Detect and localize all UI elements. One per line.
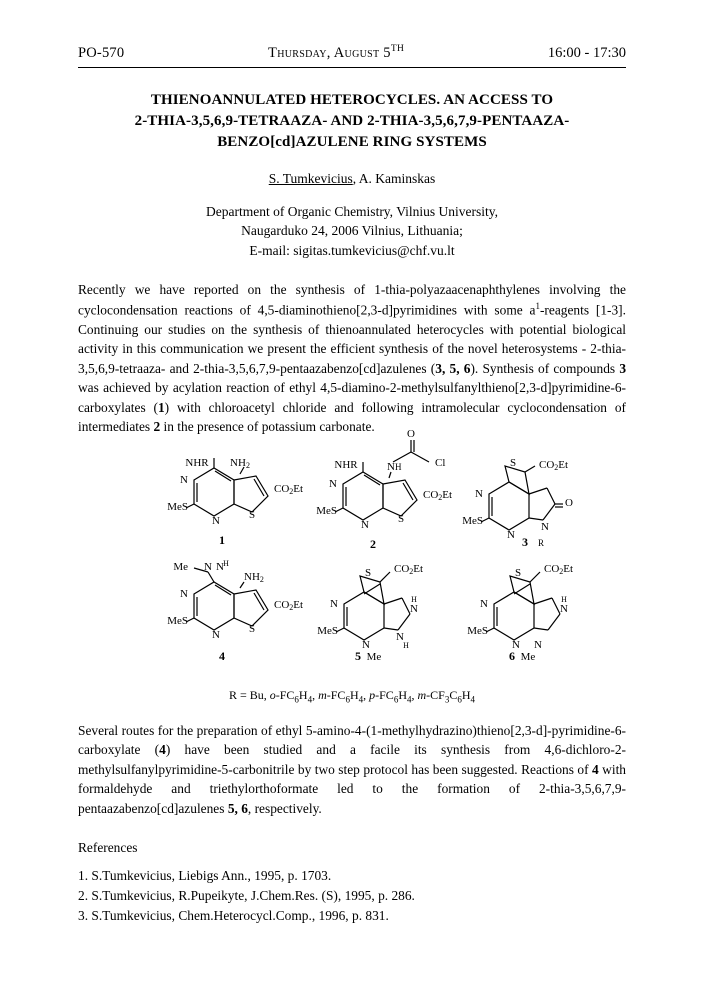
title-line-2: 2-THIA-3,5,6,9-TETRAAZA- AND 2-THIA-3,5,6,7,9-PENTAAZA- [134, 113, 570, 130]
reference-item: 2. S.Tumkevicius, R.Pupeikyte, J.Chem.Res. (S), 1995, p. 286. [78, 888, 415, 904]
svg-text:N: N [329, 478, 337, 491]
svg-text:H: H [561, 595, 567, 605]
svg-text:CO2Et: CO2Et [394, 563, 424, 577]
abstract-paragraph-2 [78, 721, 626, 818]
svg-text:S: S [248, 509, 256, 522]
p1-part-c: ). Synthesis of compounds [470, 360, 620, 376]
svg-text:N: N [362, 639, 370, 652]
presenting-author: S. Tumkevicius [268, 170, 353, 186]
svg-text:NH2: NH2 [244, 571, 264, 585]
p2-part-b: ) have been studied and a facile its synthesis from 4,6-dichloro-2-methylsulfanylpyrimidine-5-carbonitrile by two step protocol has been suggested. Reactions of [78, 742, 626, 777]
title-line-1: THIENOANNULATED HETEROCYCLES. AN ACCESS TO [150, 91, 554, 108]
svg-text:R: R [537, 538, 545, 549]
p2-bold-1: 4 [159, 742, 166, 758]
svg-text:H: H [403, 641, 409, 651]
svg-text:N: N [541, 521, 549, 534]
svg-text:N: N [480, 598, 488, 611]
svg-text:N: N [560, 603, 568, 616]
page-content [78, 44, 626, 926]
page-title [78, 90, 626, 154]
svg-text:NHR: NHR [185, 457, 209, 470]
svg-text:CO2Et: CO2Et [423, 489, 453, 503]
references-heading: References [78, 839, 138, 855]
svg-text:CO2Et: CO2Et [544, 563, 574, 577]
svg-text:S: S [397, 513, 405, 526]
svg-text:CO2Et: CO2Et [274, 599, 304, 613]
p1-bold-1: 3, 5, 6 [435, 360, 471, 376]
reference-item: 1. S.Tumkevicius, Liebigs Ann., 1995, p. 1703. [78, 867, 332, 883]
svg-text:S: S [509, 457, 517, 470]
svg-text:NHR: NHR [334, 459, 358, 472]
title-line-3: BENZO[cd]AZULENE RING SYSTEMS [217, 134, 487, 151]
svg-text:S: S [514, 567, 522, 580]
svg-text:N: N [212, 629, 220, 642]
svg-text:MeS: MeS [167, 615, 188, 628]
abstract-code: PO-570 [78, 44, 125, 61]
affiliation-line-2: Naugarduko 24, 2006 Vilnius, Lithuania; [241, 223, 463, 239]
p1-part-d: was achieved by acylation reaction of ethyl 4,5-diamino-2-methylsulfanylthieno[2,3-d]pyrimidine-6-carboxylates ( [78, 380, 626, 415]
p1-superscript: 1 [535, 300, 540, 311]
references-list [78, 866, 626, 926]
reference-item: 3. S.Tumkevicius, Chem.Heterocycl.Comp., 1996, p. 831. [78, 908, 389, 924]
svg-text:N: N [507, 529, 515, 542]
svg-text:MeS: MeS [317, 625, 338, 638]
svg-text:2: 2 [370, 537, 376, 552]
author-list [78, 171, 626, 187]
svg-text:N: N [387, 461, 395, 474]
svg-text:Cl: Cl [435, 457, 446, 470]
svg-text:N: N [410, 603, 418, 616]
p1-part-e: ) with chloroacetyl chloride and following intramolecular cyclocondensation of intermediates [78, 399, 626, 434]
page-header [78, 44, 626, 68]
svg-text:H: H [223, 559, 229, 569]
svg-text:MeS: MeS [462, 515, 483, 528]
p1-bold-4: 2 [153, 418, 161, 434]
svg-text:H: H [395, 462, 402, 473]
svg-text:4: 4 [219, 649, 225, 664]
chemical-scheme [78, 428, 626, 684]
svg-text:N: N [330, 598, 338, 611]
session-time: 16:00 - 17:30 [547, 44, 626, 61]
svg-text:NH2: NH2 [230, 457, 250, 471]
svg-text:N: N [212, 515, 220, 528]
svg-text:N: N [475, 488, 483, 501]
svg-text:N: N [204, 561, 212, 574]
substituent-legend: R = Bu, $o-FC_6H_4$, $m-FC_6H_4$, $p-FC_6H_4$, $m-CF_3C_6H_4$ [228, 688, 476, 705]
p1-part-f: in the presence of potassium carbonate. [160, 418, 375, 434]
p2-part-a: Several routes for the preparation of ethyl 5-amino-4-(1-methylhydrazino)thieno[2,3-d]-pyrimidine-6-carboxylate ( [78, 722, 626, 758]
p2-part-c: with formaldehyde and triethylorthoformate led to the formation of 2-thia-3,5,6,7,9-pentaazabenzo[cd]azulenes [78, 761, 626, 816]
svg-text:N: N [512, 639, 520, 652]
session-day [268, 44, 404, 62]
svg-text:O: O [407, 428, 415, 441]
session-day-suffix: TH [390, 44, 405, 54]
affiliation-line-1: Department of Organic Chemistry, Vilnius University, [205, 203, 499, 219]
coauthors: , A. Kaminskas [352, 170, 436, 186]
svg-text:N: N [361, 519, 369, 532]
p2-bold-2: 4 [592, 761, 599, 777]
svg-text:MeS: MeS [467, 625, 488, 638]
svg-text:3: 3 [522, 535, 528, 550]
svg-text:N: N [180, 474, 188, 487]
svg-text:S: S [364, 567, 372, 580]
svg-text:Me: Me [366, 651, 382, 664]
p2-bold-3: 5, 6 [227, 800, 248, 816]
svg-text:N: N [396, 631, 404, 644]
session-day-text: Thursday, August 5 [268, 44, 391, 61]
svg-text:CO2Et: CO2Et [274, 483, 304, 497]
svg-text:MeS: MeS [167, 501, 188, 514]
svg-text:N: N [216, 561, 224, 574]
scheme-structures [78, 428, 626, 684]
svg-text:MeS: MeS [316, 505, 337, 518]
svg-text:H: H [411, 595, 417, 605]
p1-bold-2: 3 [619, 360, 627, 376]
affiliation [78, 202, 626, 261]
abstract-paragraph-1 [78, 280, 626, 436]
svg-text:1: 1 [219, 533, 225, 548]
svg-text:Me: Me [520, 651, 536, 664]
p1-part-a: Recently we have reported on the synthesis of 1-thia-polyazaacenaphthylenes involving the cyclocondensation reactions of 4,5-diaminothieno[2,3-d]pyrimidines with some a [78, 282, 626, 318]
svg-text:S: S [248, 623, 256, 636]
svg-text:5: 5 [355, 649, 361, 664]
svg-text:CO2Et: CO2Et [539, 459, 569, 473]
p1-part-b: -reagents [1-3]. Continuing our studies on the synthesis of thienoannulated heterocycles with potential biological activity in this communication we present the efficient synthesis of the novel heterosystems - 2-thia-3,5,6,9-tetraaza- and 2-thia-3,5,6,7,9-pentaazabenzo[cd]azulenes ( [78, 302, 626, 376]
svg-text:N: N [180, 588, 188, 601]
svg-text:6: 6 [509, 649, 515, 664]
svg-text:O: O [565, 497, 573, 510]
svg-text:Me: Me [173, 561, 188, 574]
p1-bold-3: 1 [157, 399, 165, 415]
svg-text:N: N [534, 639, 542, 652]
p2-part-d: , respectively. [247, 800, 322, 816]
affiliation-email: E-mail: sigitas.tumkevicius@chf.vu.lt [249, 242, 455, 258]
